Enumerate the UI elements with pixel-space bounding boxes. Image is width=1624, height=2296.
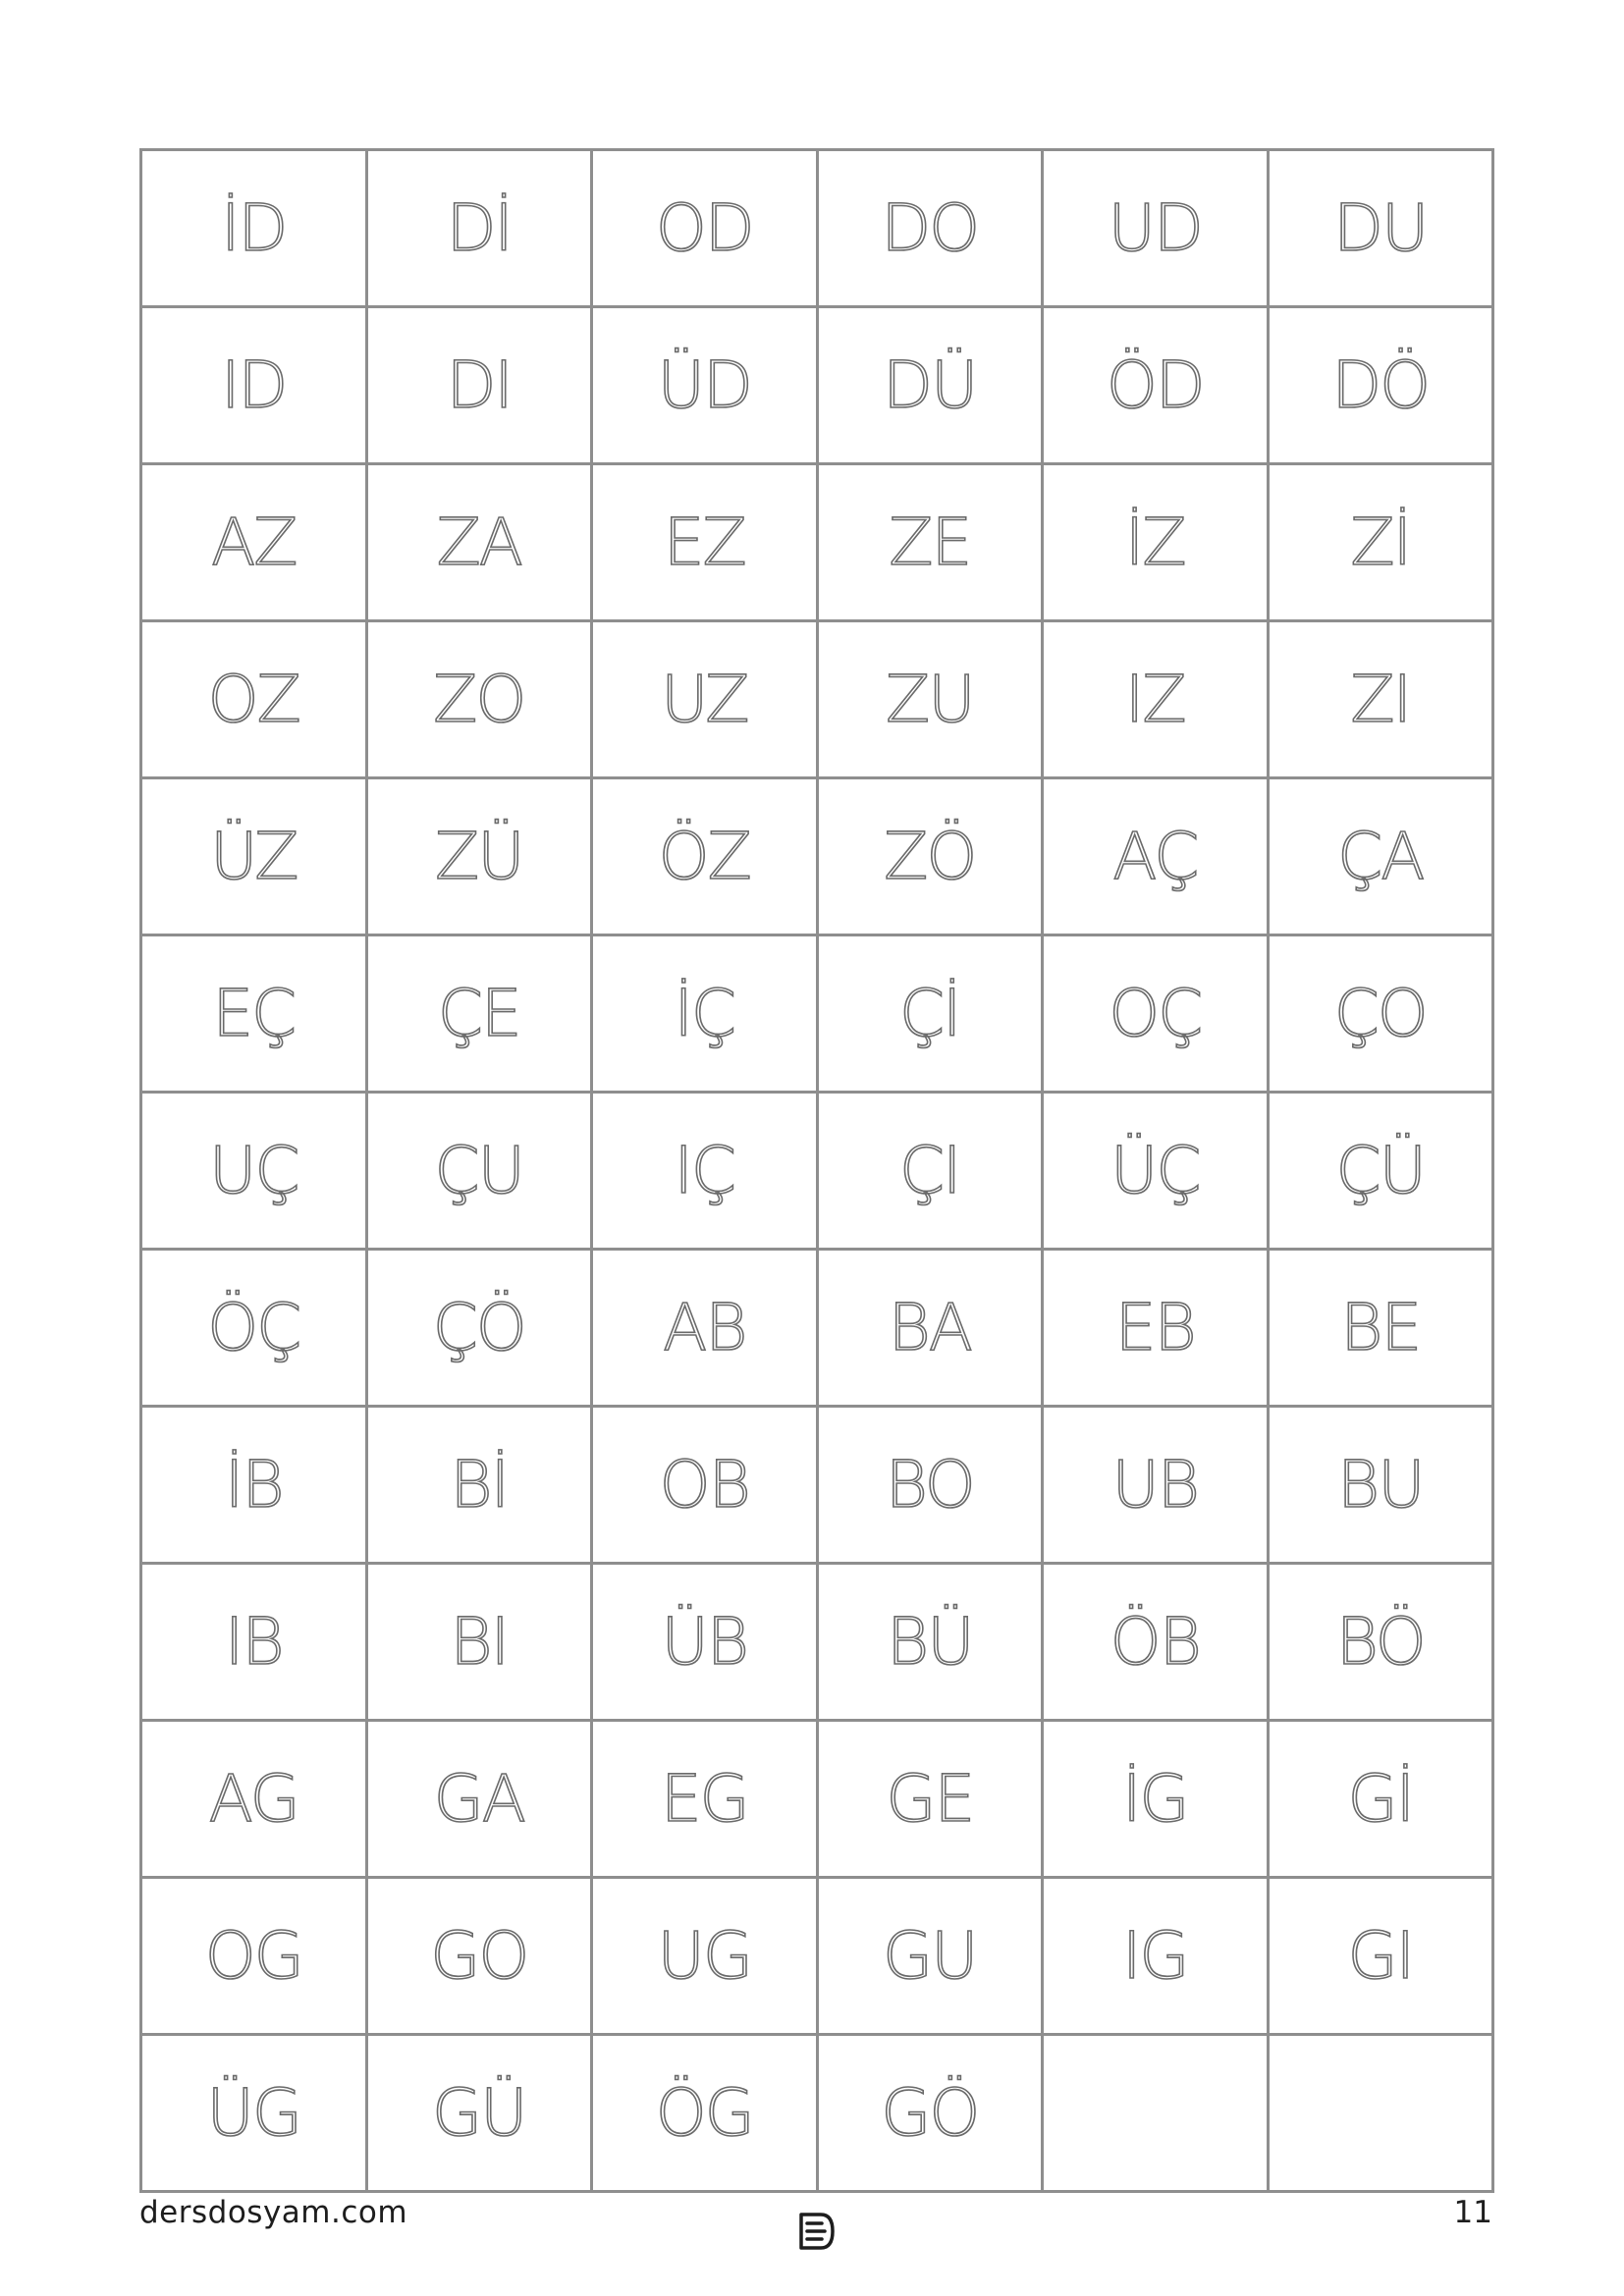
syllable-text: Dİ (446, 189, 512, 266)
grid-cell (366, 464, 592, 621)
grid-cell (817, 1564, 1043, 1721)
syllable-text: UZ (661, 661, 748, 737)
syllable-text: DÜ (883, 347, 977, 423)
grid-cell (592, 1250, 818, 1407)
syllable-text: ÇU (434, 1132, 523, 1208)
grid-cell (592, 935, 818, 1093)
grid-row (141, 1878, 1493, 2035)
syllable-text: ÖZ (658, 818, 750, 894)
syllable-text: BE (1340, 1289, 1421, 1365)
syllable-text: GO (430, 1917, 528, 1994)
grid-cell (366, 1093, 592, 1250)
syllable-text: ZO (433, 661, 525, 737)
syllable-text: ÜD (657, 347, 751, 423)
grid-cell (1268, 1250, 1493, 1407)
syllable-text: AB (663, 1289, 746, 1365)
grid-cell (1043, 150, 1269, 307)
syllable-text: İG (1121, 1760, 1188, 1837)
syllable-text: ZE (889, 504, 971, 580)
grid-cell (592, 464, 818, 621)
grid-row (141, 150, 1493, 307)
grid-cell (592, 2035, 818, 2192)
syllable-text: OÇ (1109, 975, 1202, 1051)
grid-cell (366, 621, 592, 778)
syllable-text: ÖÇ (207, 1289, 300, 1365)
syllable-text: OB (659, 1446, 749, 1522)
syllable-text: Zİ (1350, 504, 1411, 580)
syllable-text: IZ (1124, 661, 1185, 737)
grid-cell (1043, 778, 1269, 935)
grid-cell (817, 1250, 1043, 1407)
syllable-text: BÜ (886, 1603, 973, 1680)
syllable-text: DI (446, 347, 512, 423)
grid-row (141, 1721, 1493, 1878)
grid-cell (366, 935, 592, 1093)
syllable-text: GÜ (432, 2074, 526, 2151)
grid-cell (141, 2035, 367, 2192)
grid-cell (817, 2035, 1043, 2192)
syllable-text: DU (1333, 189, 1428, 266)
grid-row (141, 2035, 1493, 2192)
syllable-text: GÖ (881, 2074, 979, 2151)
grid-cell (366, 1407, 592, 1564)
syllable-text: ÜB (661, 1603, 748, 1680)
grid-cell (1268, 307, 1493, 464)
grid-cell (817, 1721, 1043, 1878)
grid-cell (366, 1878, 592, 2035)
syllable-text: UG (657, 1917, 751, 1994)
grid-cell (1043, 935, 1269, 1093)
syllable-text: ÜÇ (1110, 1132, 1200, 1208)
syllable-text: İB (224, 1446, 283, 1522)
syllable-text: ÇA (1337, 818, 1424, 894)
grid-cell (366, 150, 592, 307)
grid-cell (592, 307, 818, 464)
grid-row (141, 778, 1493, 935)
grid-body (141, 150, 1493, 2192)
grid-cell (592, 1407, 818, 1564)
grid-row (141, 1564, 1493, 1721)
grid-cell (817, 464, 1043, 621)
syllable-text: ZU (885, 661, 974, 737)
syllable-text: ÖB (1110, 1603, 1200, 1680)
grid-row (141, 1093, 1493, 1250)
grid-cell (141, 1093, 367, 1250)
syllable-text: BO (885, 1446, 974, 1522)
grid-cell (141, 1878, 367, 2035)
syllable-text: GA (433, 1760, 524, 1837)
grid-cell (141, 1721, 367, 1878)
grid-cell (817, 1407, 1043, 1564)
syllable-text: EB (1114, 1289, 1195, 1365)
syllable-text: GU (883, 1917, 977, 1994)
syllable-text: İZ (1124, 504, 1185, 580)
grid-cell (1268, 1721, 1493, 1878)
grid-cell (1268, 150, 1493, 307)
grid-cell (1043, 621, 1269, 778)
grid-cell (592, 1564, 818, 1721)
grid-cell (817, 778, 1043, 935)
grid-row (141, 1250, 1493, 1407)
syllable-text: AG (208, 1760, 298, 1837)
grid-cell (1043, 1093, 1269, 1250)
syllable-text: İÇ (674, 975, 735, 1051)
grid-cell (1043, 1407, 1269, 1564)
grid-cell (817, 621, 1043, 778)
syllable-text: Gİ (1347, 1760, 1414, 1837)
grid-cell (817, 935, 1043, 1093)
syllable-text: Çİ (898, 975, 960, 1051)
syllable-text: DO (881, 189, 979, 266)
grid-cell (1043, 307, 1269, 464)
grid-cell (592, 1878, 818, 2035)
grid-row (141, 621, 1493, 778)
syllable-text: ÖD (1106, 347, 1204, 423)
syllable-text: ÇE (437, 975, 520, 1051)
syllable-text: ÇÖ (432, 1289, 525, 1365)
page-number: 11 (1453, 2195, 1492, 2230)
grid-cell (141, 307, 367, 464)
grid-cell (1268, 935, 1493, 1093)
grid-cell (1268, 1878, 1493, 2035)
grid-cell (1268, 621, 1493, 778)
grid-cell (1268, 1093, 1493, 1250)
grid-cell (141, 1564, 367, 1721)
syllable-text: Bİ (450, 1446, 509, 1522)
syllable-text: EÇ (212, 975, 296, 1051)
syllable-tracing-grid (139, 148, 1494, 2193)
syllable-text: ÇI (898, 1132, 960, 1208)
syllable-text: IB (224, 1603, 283, 1680)
grid-cell (1268, 2035, 1493, 2192)
syllable-text: ZÖ (884, 818, 976, 894)
grid-cell (141, 778, 367, 935)
syllable-text: İD (221, 189, 287, 266)
grid-cell (817, 307, 1043, 464)
grid-cell (592, 1721, 818, 1878)
grid-cell (141, 1250, 367, 1407)
syllable-text: GE (886, 1760, 974, 1837)
syllable-text: ÖG (655, 2074, 753, 2151)
grid-cell (817, 1093, 1043, 1250)
syllable-text: GI (1347, 1917, 1414, 1994)
grid-cell (1268, 464, 1493, 621)
grid-cell (366, 778, 592, 935)
grid-cell (141, 621, 367, 778)
syllable-text: BI (450, 1603, 509, 1680)
syllable-text: OD (655, 189, 753, 266)
syllable-text: OG (204, 1917, 302, 1994)
grid-row (141, 464, 1493, 621)
footer-site-name: dersdosyam.com (139, 2195, 408, 2230)
grid-cell (366, 307, 592, 464)
syllable-text: ÜZ (210, 818, 298, 894)
grid-cell (1043, 1721, 1269, 1878)
syllable-text: BA (888, 1289, 971, 1365)
grid-row (141, 1407, 1493, 1564)
syllable-text: UB (1111, 1446, 1199, 1522)
grid-cell (1268, 1564, 1493, 1721)
grid-cell (1043, 1878, 1269, 2035)
grid-cell (1043, 2035, 1269, 2192)
syllable-text: ÜG (206, 2074, 300, 2151)
grid-cell (1268, 1407, 1493, 1564)
syllable-text: IÇ (674, 1132, 735, 1208)
grid-cell (141, 150, 367, 307)
syllable-text: IG (1121, 1917, 1188, 1994)
grid-cell (1043, 1250, 1269, 1407)
syllable-text: UÇ (209, 1132, 298, 1208)
grid-cell (592, 621, 818, 778)
grid-cell (366, 2035, 592, 2192)
grid-cell (592, 778, 818, 935)
grid-cell (366, 1564, 592, 1721)
syllable-text: EG (660, 1760, 748, 1837)
syllable-text: OZ (207, 661, 299, 737)
grid-cell (1043, 464, 1269, 621)
syllable-text: AÇ (1112, 818, 1198, 894)
grid-cell (592, 1093, 818, 1250)
grid-cell (817, 1878, 1043, 2035)
syllable-text: AZ (211, 504, 297, 580)
grid-row (141, 935, 1493, 1093)
grid-cell (1268, 778, 1493, 935)
syllable-text: UD (1108, 189, 1202, 266)
grid-cell (141, 1407, 367, 1564)
syllable-text: BÖ (1335, 1603, 1425, 1680)
grid-cell (366, 1250, 592, 1407)
grid-cell (1043, 1564, 1269, 1721)
grid-cell (592, 150, 818, 307)
document-lines-icon (793, 2209, 839, 2254)
syllable-text: DÖ (1331, 347, 1430, 423)
syllable-text: BU (1336, 1446, 1424, 1522)
syllable-text: ZI (1350, 661, 1411, 737)
grid-cell (817, 150, 1043, 307)
grid-cell (141, 464, 367, 621)
syllable-text: ÇÜ (1335, 1132, 1425, 1208)
grid-cell (366, 1721, 592, 1878)
syllable-text: ZA (436, 504, 521, 580)
grid-cell (141, 935, 367, 1093)
syllable-text: ZÜ (434, 818, 523, 894)
grid-row (141, 307, 1493, 464)
syllable-text: EZ (663, 504, 745, 580)
syllable-text: ÇO (1333, 975, 1427, 1051)
syllable-text: ID (221, 347, 287, 423)
